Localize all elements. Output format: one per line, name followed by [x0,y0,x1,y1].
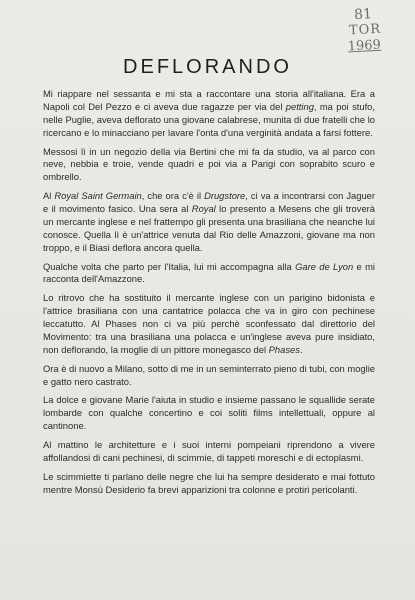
text-run: , che ora c'è il [141,190,205,202]
text-run: Qualche volta che parto per l'Italia, lui mi accompagna alla [43,260,296,272]
handwritten-annotation [344,4,406,55]
paragraph [43,292,375,357]
text-run: Messosi lì in un negozio della via Bertini che mi fa da studio, va al parco con neve, nebbia e troie, vende quadri e poi via a Parigi con soprabito scuro e ombrello. [43,145,375,183]
annotation-code: TOR [348,21,382,39]
text-run: . [299,343,303,355]
text-run: Al mattino le architetture e i suoi interni pompeiani riprendono a vivere affollandosi di cani pechinesi, di scimmie, di tappeti moreschi e di ectoplasmi. [43,438,375,463]
italic-text-run: Drugstore [204,190,246,202]
text-run: , ma poi stufo, nelle Puglie, aveva deflorato una giovane calabrese, munita di due fratelli che lo ricercano e lo minacciano per lavare l'onta d'una verginità andata a farsi fottere. [43,100,375,138]
italic-text-run: Gare de Lyon [295,260,354,272]
page-title: DEFLORANDO [123,56,292,78]
text-run: Al [43,190,55,202]
text-run: Lo ritrovo che ha sostituito il mercante inglese con un parigino bidonista e l'attrice brasiliana con una cantatrice polacca che va in giro con pechinese leccatutto. Al Phases non ci va più perchè sconfessato dal direttorio del Movimento: tra una brasiliana una polacca e un'inglese aveva pure insidiato, non deflorando, la moglie di un pittore monegasco del [43,292,375,355]
paragraph [43,363,375,389]
paragraph [43,394,375,433]
italic-text-run: petting [285,100,314,112]
annotation-year: 1969 [347,37,382,55]
text-run: lo presento a Mesens che gli troverà un mercante inglese e nel frattempo gli presenta una brasiliana che neanche lui conosce. Quella lì è un'attrice venuta dal Rio delle Amazzoni, giovane ma non troppo, e il Biasi deflora ancora quella. [43,203,375,253]
text-run: La dolce e giovane Marie l'aiuta in studio e insieme passano le squallide serate lombarde con qualche concertino e coi soliti films intellettuali, oppure al cantinone. [43,394,375,432]
italic-text-run: Royal Saint Germain [54,190,142,202]
text-run: , ci va a incontrarsi con Jaguer e il movimento fasico. Una sera al [43,190,375,215]
paragraph [43,439,375,465]
text-run: Ora è di nuovo a Milano, sotto di me in un seminterrato pieno di tubi, con moglie e gatto nero castrato. [43,362,375,387]
paragraph [43,88,375,140]
paragraph [43,146,375,185]
italic-text-run: Royal [191,203,216,215]
annotation-number: 81 [353,6,373,24]
text-run: Mi riappare nel sessanta e mi sta a raccontare una storia all'italiana. Era a Napoli col Del Pezzo e ci aveva due ragazze per via del [43,88,375,112]
paragraph [43,261,375,287]
paragraph [43,190,375,255]
text-run: Le scimmiette ti parlano delle negre che lui ha sempre desiderato e mai fottuto mentre Monsù Desiderio fa brevi apparizioni tra colonne e protiri pericolanti. [43,470,375,495]
paragraph [43,471,375,497]
body-text [43,88,375,502]
italic-text-run: Phases [268,343,300,355]
text-run: e mi racconta dell'Amazzone. [43,260,375,285]
